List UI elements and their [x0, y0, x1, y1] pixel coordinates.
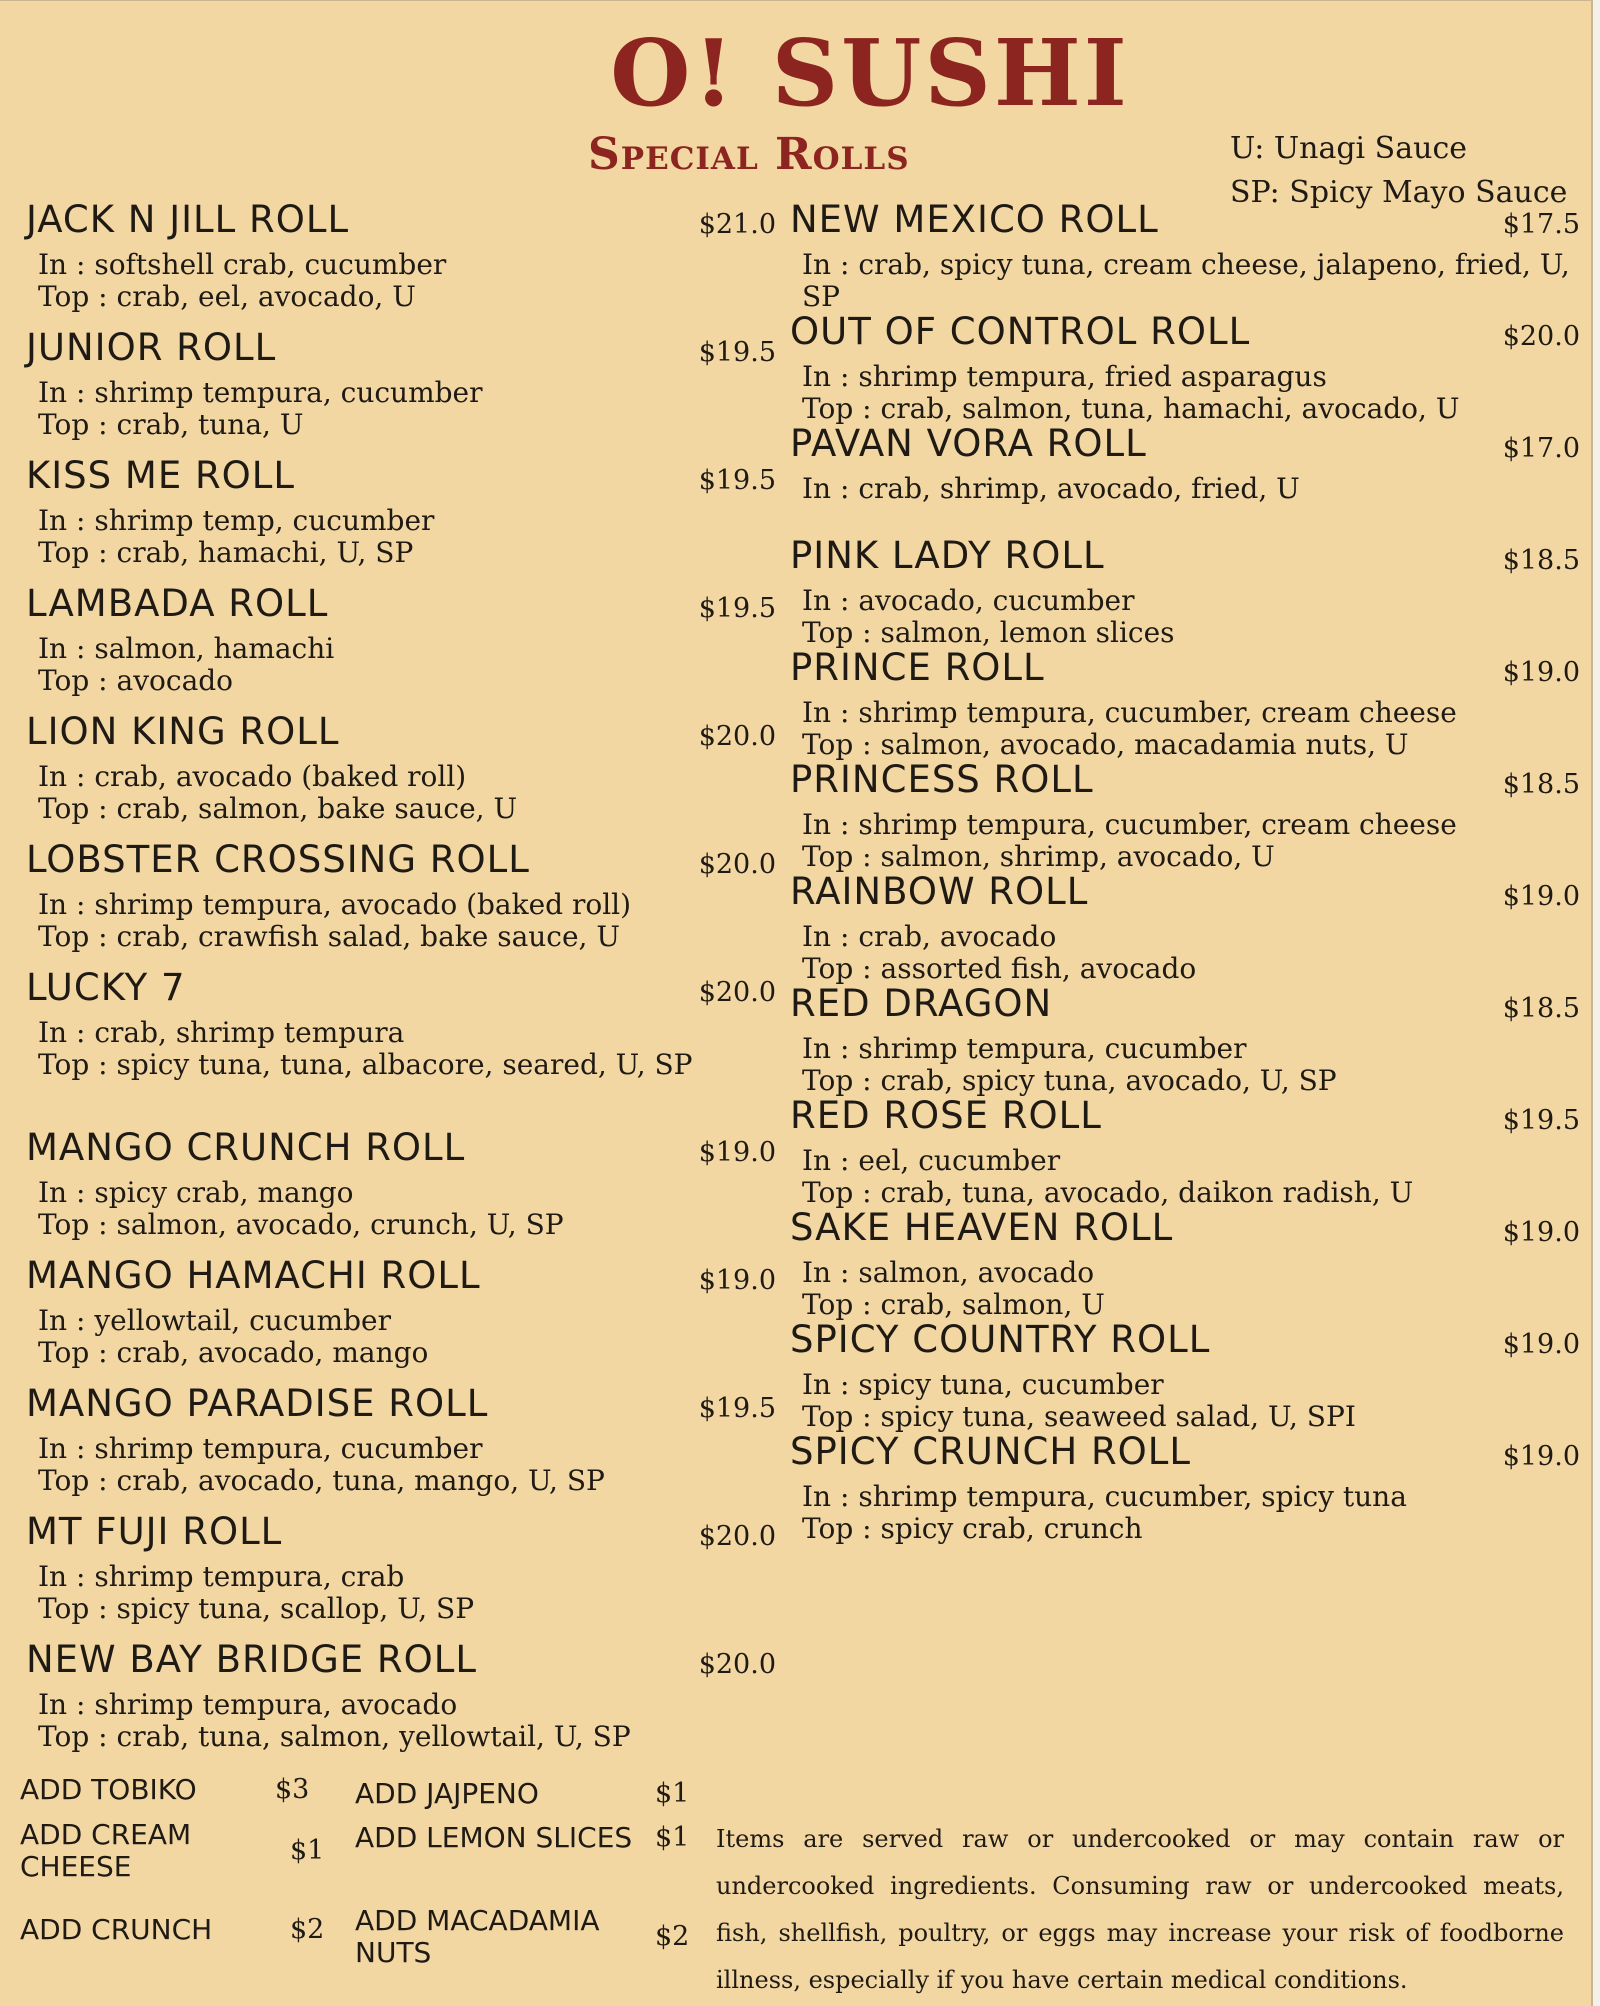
- roll-description: [26, 633, 776, 697]
- roll-price: $19.0: [698, 1265, 776, 1296]
- roll-ingredient-line: Top : crab, avocado, tuna, mango, U, SP: [38, 1464, 605, 1497]
- addon-label: ADD CREAM CHEESE: [20, 1818, 192, 1883]
- addon-item: [20, 1819, 324, 1883]
- roll-price: $19.0: [1502, 1441, 1580, 1472]
- roll-price: $20.0: [698, 721, 776, 752]
- roll-name: PRINCE ROLL: [790, 646, 1045, 689]
- roll-ingredient-line: Top : crab, salmon, bake sauce, U: [38, 792, 518, 825]
- roll-name: MANGO HAMACHI ROLL: [26, 1254, 481, 1297]
- roll-name: MT FUJI ROLL: [26, 1510, 283, 1553]
- left-roll-column: [26, 197, 776, 1765]
- roll-ingredient-line: Top : crab, eel, avocado, U: [38, 280, 416, 313]
- roll-description: [26, 1017, 776, 1081]
- roll-description: [790, 361, 1580, 425]
- roll-ingredient-line: In : shrimp tempura, crab: [38, 1560, 405, 1593]
- roll-ingredient-line: In : crab, avocado (baked roll): [38, 760, 467, 793]
- menu-roll-item: [26, 837, 776, 965]
- roll-ingredient-line: In : shrimp tempura, fried asparagus: [802, 360, 1327, 393]
- legend-spicy-mayo: SP: Spicy Mayo Sauce: [1230, 175, 1568, 210]
- roll-description: [26, 1561, 776, 1625]
- addon-price: $1: [655, 1822, 690, 1853]
- roll-ingredient-line: Top : crab, hamachi, U, SP: [38, 536, 414, 569]
- menu-roll-item: [26, 1637, 776, 1765]
- roll-description: [790, 809, 1580, 873]
- roll-description: [790, 1257, 1580, 1321]
- roll-ingredient-line: In : shrimp temp, cucumber: [38, 504, 435, 537]
- roll-description: [790, 1481, 1580, 1545]
- addon-item: [355, 1905, 689, 1969]
- roll-price: $18.5: [1502, 769, 1580, 800]
- roll-name: LUCKY 7: [26, 966, 186, 1009]
- food-safety-disclaimer: Items are served raw or undercooked or may contain raw or undercooked ingredients. Consuming raw or undercooked meats, fish, shellfish, poultry, or eggs may increase your risk of foodborne illness, especially if you have certain medical conditions.: [716, 1825, 1564, 1994]
- menu-roll-item: [26, 709, 776, 837]
- roll-ingredient-line: In : yellowtail, cucumber: [38, 1304, 391, 1337]
- roll-price: $19.5: [698, 1393, 776, 1424]
- roll-description: [26, 1689, 776, 1753]
- roll-price: $20.0: [698, 1649, 776, 1680]
- roll-name: SPICY CRUNCH ROLL: [790, 1430, 1192, 1473]
- roll-ingredient-line: Top : crab, tuna, U: [38, 408, 304, 441]
- menu-roll-item: [790, 1429, 1580, 1545]
- roll-price: $20.0: [1502, 321, 1580, 352]
- roll-name: LAMBADA ROLL: [26, 582, 329, 625]
- addon-item: [20, 1913, 324, 1946]
- addon-label: ADD TOBIKO: [20, 1773, 197, 1806]
- menu-roll-item: [26, 581, 776, 709]
- roll-price: $19.0: [1502, 1329, 1580, 1360]
- roll-price: $21.0: [698, 209, 776, 240]
- menu-roll-item: [790, 981, 1580, 1097]
- roll-ingredient-line: Top : spicy tuna, tuna, albacore, seared, U, SP: [38, 1048, 693, 1081]
- roll-description: [790, 585, 1580, 649]
- menu-roll-item: [790, 1317, 1580, 1433]
- roll-price: $17.0: [1502, 433, 1580, 464]
- roll-ingredient-line: Top : avocado: [38, 664, 234, 697]
- roll-ingredient-line: In : softshell crab, cucumber: [38, 248, 447, 281]
- addon-price: $2: [290, 1914, 325, 1945]
- roll-description: [790, 1145, 1580, 1209]
- roll-ingredient-line: In : crab, spicy tuna, cream cheese, jalapeno, fried, U, SP: [802, 248, 1570, 313]
- restaurant-name: O! SUSHI: [610, 19, 1130, 127]
- roll-price: $19.0: [1502, 1217, 1580, 1248]
- menu-roll-item: [790, 421, 1580, 533]
- menu-roll-item: [26, 1125, 776, 1253]
- roll-name: JACK N JILL ROLL: [26, 198, 350, 241]
- addon-item: [355, 1821, 689, 1854]
- roll-ingredient-line: In : shrimp tempura, cucumber, cream cheese: [802, 696, 1457, 729]
- menu-roll-item: [26, 1253, 776, 1381]
- menu-roll-item: [790, 197, 1580, 313]
- menu-roll-item: [26, 1381, 776, 1509]
- roll-ingredient-line: In : avocado, cucumber: [802, 584, 1135, 617]
- roll-ingredient-line: In : eel, cucumber: [802, 1144, 1061, 1177]
- roll-name: LOBSTER CROSSING ROLL: [26, 838, 530, 881]
- menu-roll-item: [26, 197, 776, 325]
- roll-name: MANGO PARADISE ROLL: [26, 1382, 489, 1425]
- roll-ingredient-line: In : spicy crab, mango: [38, 1176, 354, 1209]
- menu-roll-item: [790, 1205, 1580, 1321]
- roll-ingredient-line: In : spicy tuna, cucumber: [802, 1368, 1164, 1401]
- roll-description: [790, 249, 1580, 313]
- roll-name: RAINBOW ROLL: [790, 870, 1089, 913]
- roll-description: [790, 1033, 1580, 1097]
- roll-price: $20.0: [698, 1521, 776, 1552]
- roll-ingredient-line: Top : crab, crawfish salad, bake sauce, U: [38, 920, 620, 953]
- roll-ingredient-line: In : shrimp tempura, avocado: [38, 1688, 458, 1721]
- roll-price: $19.0: [698, 1137, 776, 1168]
- menu-roll-item: [26, 325, 776, 453]
- roll-ingredient-line: Top : salmon, avocado, crunch, U, SP: [38, 1208, 564, 1241]
- roll-ingredient-line: Top : crab, salmon, U: [802, 1288, 1105, 1321]
- roll-description: [790, 697, 1580, 761]
- menu-roll-item: [790, 869, 1580, 985]
- menu-roll-item: [26, 965, 776, 1125]
- roll-ingredient-line: Top : assorted fish, avocado: [802, 952, 1197, 985]
- roll-name: RED DRAGON: [790, 982, 1053, 1025]
- section-title: Special Rolls: [588, 129, 910, 180]
- roll-description: [26, 1177, 776, 1241]
- addon-label: ADD LEMON SLICES: [355, 1821, 633, 1854]
- roll-ingredient-line: In : shrimp tempura, avocado (baked roll): [38, 888, 632, 921]
- addon-label: ADD CRUNCH: [20, 1913, 213, 1946]
- roll-name: RED ROSE ROLL: [790, 1094, 1102, 1137]
- menu-roll-item: [790, 1093, 1580, 1209]
- menu-roll-item: [790, 757, 1580, 873]
- roll-price: $19.0: [1502, 881, 1580, 912]
- menu-roll-item: [790, 645, 1580, 761]
- roll-price: $19.5: [698, 593, 776, 624]
- roll-ingredient-line: In : crab, shrimp, avocado, fried, U: [802, 472, 1300, 505]
- roll-name: PAVAN VORA ROLL: [790, 422, 1147, 465]
- roll-ingredient-line: Top : crab, tuna, salmon, yellowtail, U, SP: [38, 1720, 631, 1753]
- roll-price: $20.0: [698, 977, 776, 1008]
- legend-unagi: U: Unagi Sauce: [1230, 131, 1467, 166]
- roll-description: [26, 1433, 776, 1497]
- roll-price: $18.5: [1502, 993, 1580, 1024]
- addon-item: [20, 1773, 309, 1806]
- roll-ingredient-line: In : shrimp tempura, cucumber, spicy tuna: [802, 1480, 1407, 1513]
- roll-description: [790, 921, 1580, 985]
- menu-roll-item: [26, 1509, 776, 1637]
- roll-name: NEW BAY BRIDGE ROLL: [26, 1638, 477, 1681]
- right-roll-column: [790, 197, 1580, 1545]
- roll-ingredient-line: Top : salmon, lemon slices: [802, 616, 1175, 649]
- roll-name: KISS ME ROLL: [26, 454, 296, 497]
- roll-description: [26, 377, 776, 441]
- roll-name: JUNIOR ROLL: [26, 326, 277, 369]
- roll-name: SPICY COUNTRY ROLL: [790, 1318, 1211, 1361]
- menu-roll-item: [790, 533, 1580, 649]
- roll-description: [26, 505, 776, 569]
- roll-ingredient-line: In : crab, shrimp tempura: [38, 1016, 405, 1049]
- addon-price: $2: [655, 1921, 690, 1952]
- roll-price: $19.5: [1502, 1105, 1580, 1136]
- roll-ingredient-line: In : salmon, avocado: [802, 1256, 1095, 1289]
- roll-price: $18.5: [1502, 545, 1580, 576]
- roll-name: MANGO CRUNCH ROLL: [26, 1126, 466, 1169]
- roll-description: [790, 473, 1580, 505]
- roll-ingredient-line: In : shrimp tempura, cucumber: [38, 376, 483, 409]
- roll-name: LION KING ROLL: [26, 710, 340, 753]
- roll-ingredient-line: Top : crab, salmon, tuna, hamachi, avocado, U: [802, 392, 1460, 425]
- roll-description: [26, 761, 776, 825]
- roll-ingredient-line: Top : crab, avocado, mango: [38, 1336, 429, 1369]
- roll-ingredient-line: In : crab, avocado: [802, 920, 1057, 953]
- roll-ingredient-line: In : shrimp tempura, cucumber, cream cheese: [802, 808, 1457, 841]
- roll-price: $20.0: [698, 849, 776, 880]
- roll-description: [26, 249, 776, 313]
- addon-price: $1: [655, 1778, 690, 1809]
- roll-ingredient-line: Top : crab, tuna, avocado, daikon radish, U: [802, 1176, 1414, 1209]
- roll-description: [790, 1369, 1580, 1433]
- roll-price: $19.5: [698, 465, 776, 496]
- roll-ingredient-line: In : shrimp tempura, cucumber: [38, 1432, 483, 1465]
- addon-item: [355, 1777, 689, 1810]
- roll-ingredient-line: In : salmon, hamachi: [38, 632, 335, 665]
- roll-name: PRINCESS ROLL: [790, 758, 1094, 801]
- roll-name: OUT OF CONTROL ROLL: [790, 310, 1251, 353]
- roll-price: $19.5: [698, 337, 776, 368]
- menu-roll-item: [790, 309, 1580, 425]
- roll-ingredient-line: In : shrimp tempura, cucumber: [802, 1032, 1247, 1065]
- menu-roll-item: [26, 453, 776, 581]
- roll-ingredient-line: Top : spicy tuna, seaweed salad, U, SPI: [802, 1400, 1356, 1433]
- roll-ingredient-line: Top : crab, spicy tuna, avocado, U, SP: [802, 1064, 1337, 1097]
- roll-ingredient-line: Top : salmon, shrimp, avocado, U: [802, 840, 1275, 873]
- roll-name: SAKE HEAVEN ROLL: [790, 1206, 1174, 1249]
- roll-ingredient-line: Top : spicy crab, crunch: [802, 1512, 1143, 1545]
- addon-label: ADD MACADAMIA NUTS: [355, 1904, 600, 1969]
- roll-price: $19.0: [1502, 657, 1580, 688]
- roll-description: [26, 889, 776, 953]
- roll-name: NEW MEXICO ROLL: [790, 198, 1159, 241]
- roll-price: $17.5: [1502, 209, 1580, 240]
- roll-name: PINK LADY ROLL: [790, 534, 1105, 577]
- addon-price: $1: [290, 1835, 325, 1866]
- addon-price: $3: [275, 1774, 310, 1805]
- addon-label: ADD JAJPENO: [355, 1777, 539, 1810]
- roll-ingredient-line: Top : spicy tuna, scallop, U, SP: [38, 1592, 475, 1625]
- roll-description: [26, 1305, 776, 1369]
- roll-ingredient-line: Top : salmon, avocado, macadamia nuts, U: [802, 728, 1409, 761]
